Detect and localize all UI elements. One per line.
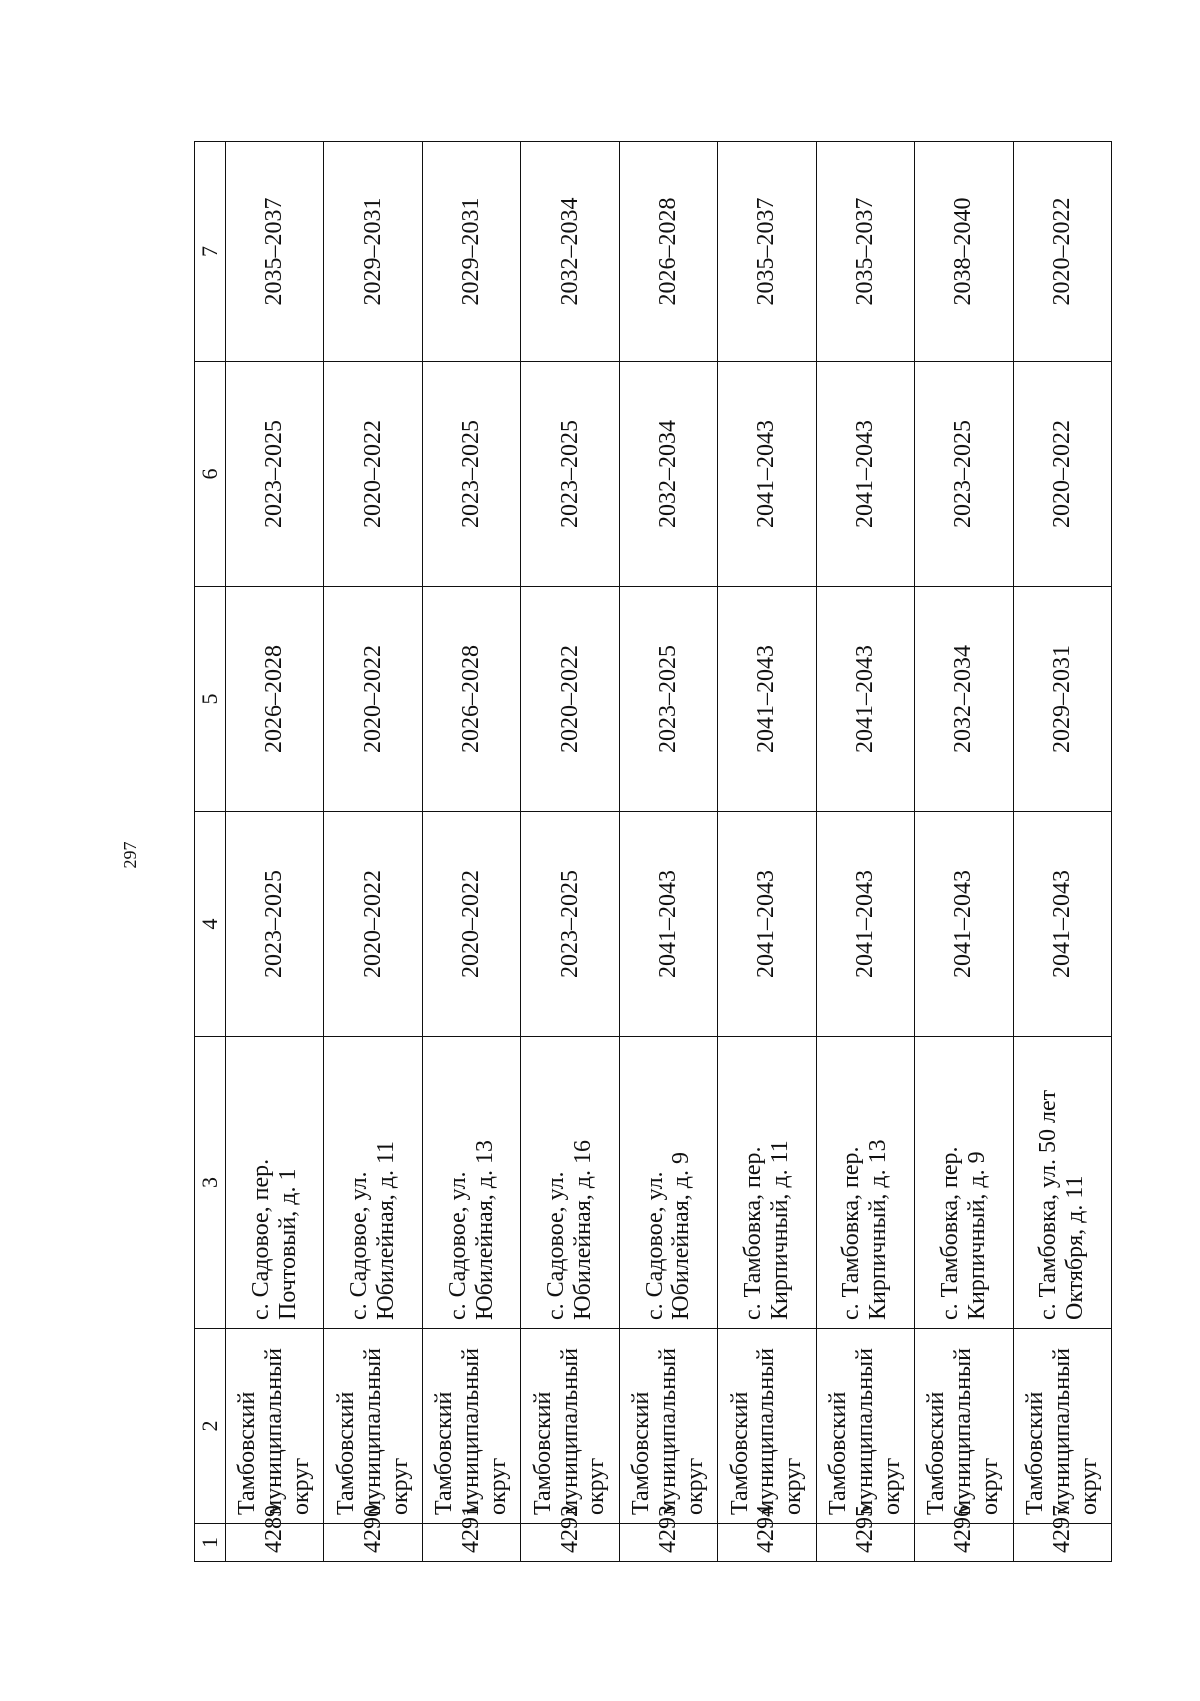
address-cell: с. Тамбовка, пер. Кирпичный, д. 13 — [816, 1037, 914, 1329]
period-col4-cell: 2020–2022 — [324, 812, 422, 1037]
column-header-6: 6 — [195, 362, 226, 587]
period-col6-cell: 2032–2034 — [619, 362, 717, 587]
period-col7-cell: 2029–2031 — [324, 142, 422, 362]
address-cell: с. Тамбовка, пер. Кирпичный, д. 11 — [718, 1037, 816, 1329]
address-cell: с. Тамбовка, ул. 50 лет Октября, д. 11 — [1013, 1037, 1112, 1329]
row-number-cell: 4292 — [521, 1524, 619, 1562]
period-col5-cell: 2020–2022 — [521, 587, 619, 812]
row-number-cell: 4289 — [226, 1524, 324, 1562]
district-cell: Тамбовский муниципальный округ — [422, 1329, 520, 1524]
period-col4-cell: 2020–2022 — [422, 812, 520, 1037]
period-col4-cell: 2041–2043 — [1013, 812, 1112, 1037]
table-row — [521, 142, 619, 1562]
row-number-cell: 4291 — [422, 1524, 520, 1562]
period-col5-cell: 2029–2031 — [1013, 587, 1112, 812]
table-header — [195, 142, 226, 1562]
row-number-cell: 4293 — [619, 1524, 717, 1562]
period-col6-cell: 2023–2025 — [521, 362, 619, 587]
address-cell: с. Тамбовка, пер. Кирпичный, д. 9 — [915, 1037, 1013, 1329]
period-col7-cell: 2035–2037 — [816, 142, 914, 362]
period-col6-cell: 2023–2025 — [915, 362, 1013, 587]
period-col7-cell: 2026–2028 — [619, 142, 717, 362]
table-row — [915, 142, 1013, 1562]
district-cell: Тамбовский муниципальный округ — [226, 1329, 324, 1524]
period-col5-cell: 2041–2043 — [718, 587, 816, 812]
table-container — [194, 142, 1112, 1562]
column-header-5: 5 — [195, 587, 226, 812]
period-col6-cell: 2020–2022 — [324, 362, 422, 587]
period-col5-cell: 2032–2034 — [915, 587, 1013, 812]
header-row — [195, 142, 226, 1562]
table-row — [324, 142, 422, 1562]
column-header-4: 4 — [195, 812, 226, 1037]
row-number-cell: 4295 — [816, 1524, 914, 1562]
period-col7-cell: 2020–2022 — [1013, 142, 1112, 362]
data-table — [194, 141, 1112, 1562]
column-header-7: 7 — [195, 142, 226, 362]
period-col7-cell: 2038–2040 — [915, 142, 1013, 362]
address-cell: с. Садовое, ул. Юбилейная, д. 9 — [619, 1037, 717, 1329]
page-number: 297 — [120, 841, 140, 869]
period-col6-cell: 2023–2025 — [226, 362, 324, 587]
period-col4-cell: 2041–2043 — [619, 812, 717, 1037]
row-number-cell: 4296 — [915, 1524, 1013, 1562]
period-col7-cell: 2035–2037 — [718, 142, 816, 362]
period-col5-cell: 2026–2028 — [422, 587, 520, 812]
address-cell: с. Садовое, пер. Почтовый, д. 1 — [226, 1037, 324, 1329]
table-body — [226, 142, 1112, 1562]
district-cell: Тамбовский муниципальный округ — [915, 1329, 1013, 1524]
period-col4-cell: 2041–2043 — [816, 812, 914, 1037]
table-row — [1013, 142, 1112, 1562]
table-row — [422, 142, 520, 1562]
column-header-1: 1 — [195, 1524, 226, 1562]
period-col4-cell: 2041–2043 — [718, 812, 816, 1037]
period-col7-cell: 2032–2034 — [521, 142, 619, 362]
district-cell: Тамбовский муниципальный округ — [619, 1329, 717, 1524]
period-col6-cell: 2041–2043 — [718, 362, 816, 587]
period-col4-cell: 2023–2025 — [521, 812, 619, 1037]
address-cell: с. Садовое, ул. Юбилейная, д. 13 — [422, 1037, 520, 1329]
period-col6-cell: 2020–2022 — [1013, 362, 1112, 587]
period-col7-cell: 2035–2037 — [226, 142, 324, 362]
row-number-cell: 4297 — [1013, 1524, 1112, 1562]
table-row — [718, 142, 816, 1562]
period-col6-cell: 2041–2043 — [816, 362, 914, 587]
table-row — [816, 142, 914, 1562]
period-col6-cell: 2023–2025 — [422, 362, 520, 587]
period-col5-cell: 2023–2025 — [619, 587, 717, 812]
table-row — [619, 142, 717, 1562]
column-header-3: 3 — [195, 1037, 226, 1329]
column-header-2: 2 — [195, 1329, 226, 1524]
district-cell: Тамбовский муниципальный округ — [324, 1329, 422, 1524]
period-col5-cell: 2041–2043 — [816, 587, 914, 812]
district-cell: Тамбовский муниципальный округ — [521, 1329, 619, 1524]
address-cell: с. Садовое, ул. Юбилейная, д. 11 — [324, 1037, 422, 1329]
district-cell: Тамбовский муниципальный округ — [816, 1329, 914, 1524]
district-cell: Тамбовский муниципальный округ — [718, 1329, 816, 1524]
period-col4-cell: 2041–2043 — [915, 812, 1013, 1037]
period-col4-cell: 2023–2025 — [226, 812, 324, 1037]
period-col7-cell: 2029–2031 — [422, 142, 520, 362]
row-number-cell: 4294 — [718, 1524, 816, 1562]
period-col5-cell: 2020–2022 — [324, 587, 422, 812]
period-col5-cell: 2026–2028 — [226, 587, 324, 812]
table-row — [226, 142, 324, 1562]
row-number-cell: 4290 — [324, 1524, 422, 1562]
address-cell: с. Садовое, ул. Юбилейная, д. 16 — [521, 1037, 619, 1329]
district-cell: Тамбовский муниципальный округ — [1013, 1329, 1112, 1524]
